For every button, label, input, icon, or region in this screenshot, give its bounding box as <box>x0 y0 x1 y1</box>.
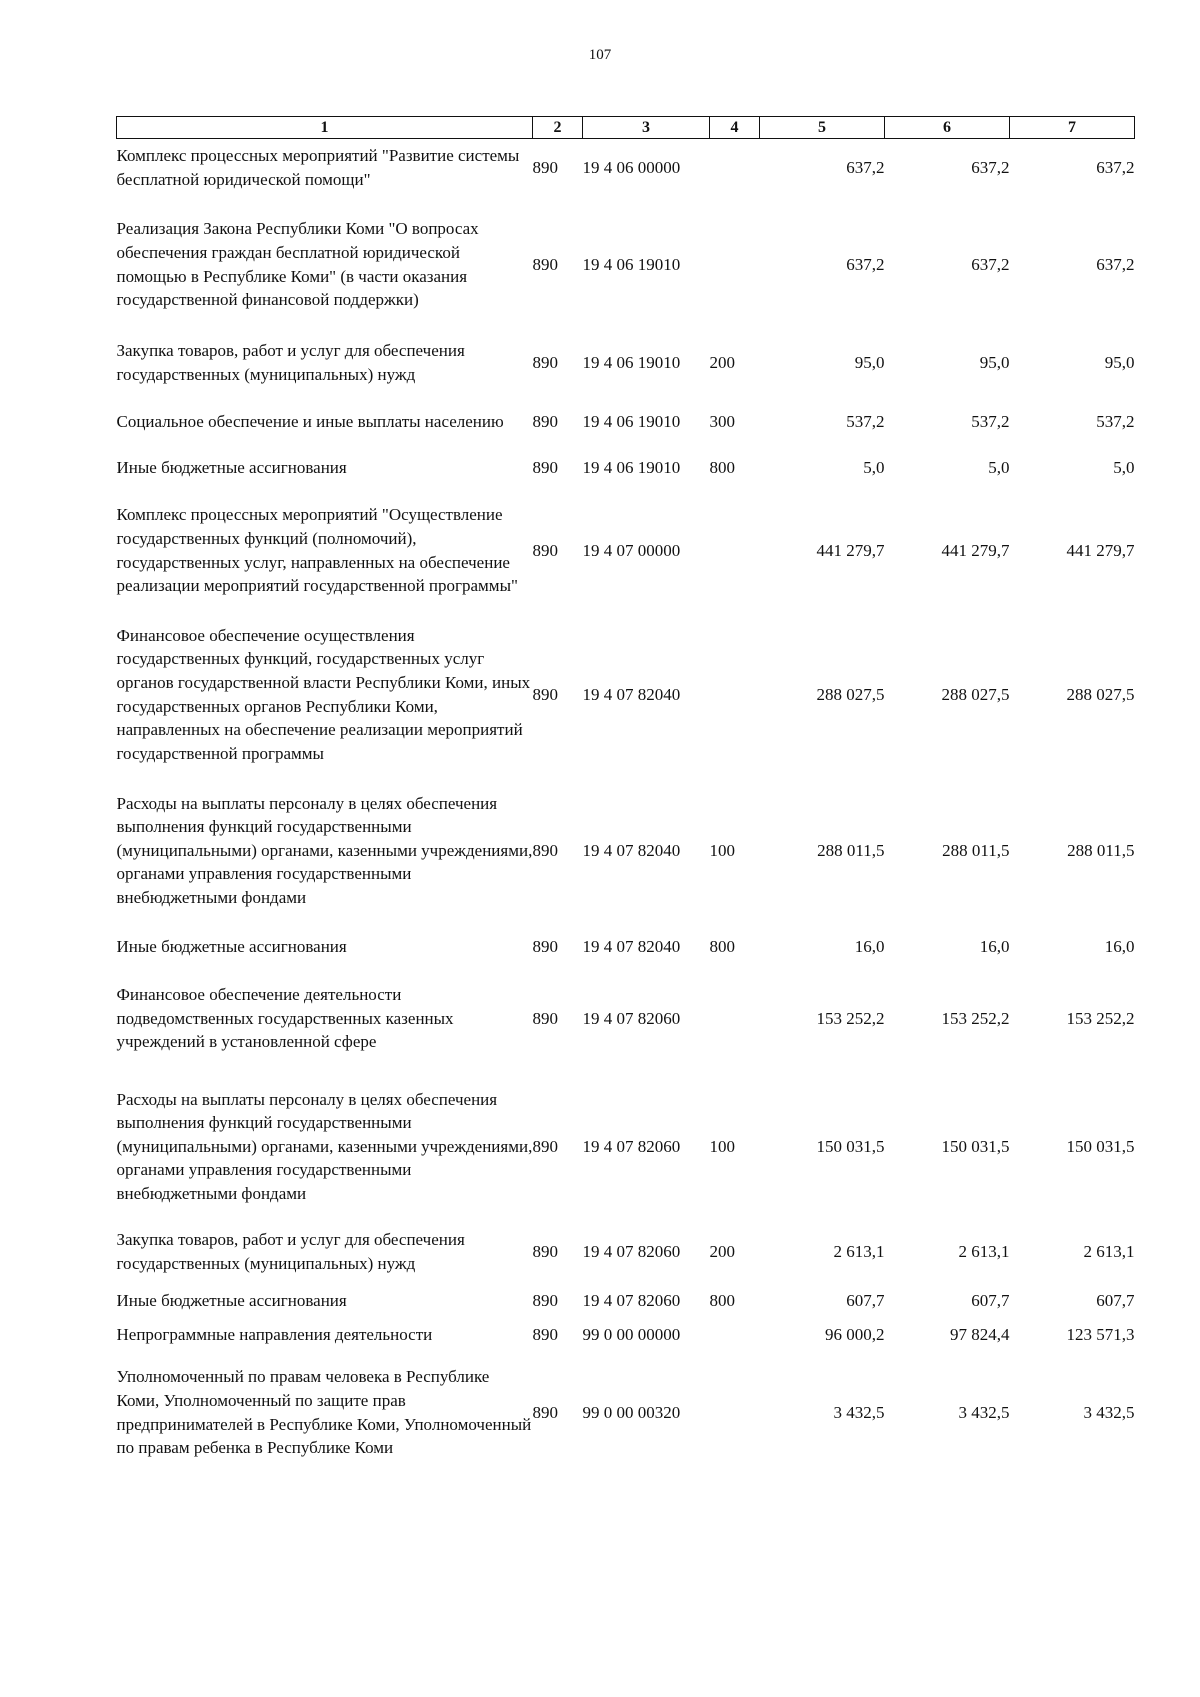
row-ved: 890 <box>532 1324 558 1344</box>
row-csr: 19 4 07 00000 <box>582 540 681 560</box>
row-value-7: 637,2 <box>1096 254 1135 274</box>
column-header-2: 2 <box>533 117 583 139</box>
row-vr: 100 <box>709 840 735 860</box>
table-row <box>117 393 1135 451</box>
row-name: Финансовое обеспечение осуществления государственных функций, государственных услуг органов государственной власти Республики Коми, иных государственных органов Республики Коми, направленных на обеспечение реализации мероприятий государственной программы <box>116 625 531 763</box>
row-value-6: 153 252,2 <box>941 1008 1010 1028</box>
row-name: Иные бюджетные ассигнования <box>116 1290 347 1310</box>
row-vr <box>710 1319 760 1351</box>
row-ved: 890 <box>532 840 558 860</box>
table-row <box>117 1351 1135 1475</box>
row-ved: 890 <box>532 457 558 477</box>
row-value-5: 288 011,5 <box>817 840 885 860</box>
row-value-7: 95,0 <box>1104 352 1135 372</box>
row-value-6: 97 824,4 <box>950 1324 1010 1344</box>
row-name: Социальное обеспечение и иные выплаты населению <box>116 411 504 431</box>
header-row <box>117 117 1135 139</box>
row-vr: 300 <box>709 411 735 431</box>
row-value-6: 288 011,5 <box>942 840 1010 860</box>
table-row <box>117 139 1135 197</box>
row-value-6: 3 432,5 <box>958 1402 1010 1422</box>
row-value-5: 16,0 <box>854 936 885 956</box>
row-vr: 800 <box>709 936 735 956</box>
row-name: Комплекс процессных мероприятий "Развитие системы бесплатной юридической помощи" <box>116 146 520 189</box>
row-csr: 19 4 06 19010 <box>582 352 681 372</box>
row-ved: 890 <box>532 254 558 274</box>
row-vr <box>710 617 760 773</box>
row-csr: 19 4 07 82060 <box>582 1008 681 1028</box>
row-value-7: 288 027,5 <box>1066 684 1135 704</box>
row-ved: 890 <box>532 1241 558 1261</box>
row-vr <box>710 965 760 1073</box>
row-value-7: 150 031,5 <box>1066 1136 1135 1156</box>
row-vr <box>710 485 760 617</box>
row-name: Иные бюджетные ассигнования <box>116 936 347 956</box>
row-value-5: 637,2 <box>846 254 885 274</box>
row-ved: 890 <box>532 352 558 372</box>
table-row <box>117 451 1135 485</box>
row-vr: 100 <box>709 1136 735 1156</box>
row-name: Реализация Закона Республики Коми "О вопросах обеспечения граждан бесплатной юридической помощью в Республике Коми" (в части оказания государственной финансовой поддержки) <box>116 219 479 310</box>
table-row <box>117 485 1135 617</box>
row-name: Уполномоченный по правам человека в Республике Коми, Уполномоченный по защите прав предпринимателей в Республике Коми, Уполномоченный по правам ребенка в Республике Коми <box>116 1367 532 1458</box>
row-csr: 19 4 07 82060 <box>582 1241 681 1261</box>
row-csr: 19 4 07 82060 <box>582 1290 681 1310</box>
row-value-7: 16,0 <box>1104 936 1135 956</box>
row-value-7: 153 252,2 <box>1066 1008 1135 1028</box>
row-value-6: 95,0 <box>979 352 1010 372</box>
row-ved: 890 <box>532 684 558 704</box>
table-row <box>117 965 1135 1073</box>
row-name: Иные бюджетные ассигнования <box>116 457 347 477</box>
row-value-7: 288 011,5 <box>1067 840 1135 860</box>
row-value-7: 2 613,1 <box>1083 1241 1135 1261</box>
row-name: Расходы на выплаты персоналу в целях обеспечения выполнения функций государственными (муниципальными) органами, казенными учреждениями, органами управления государственными внебюджетными фондами <box>116 793 533 907</box>
row-value-6: 441 279,7 <box>941 540 1010 560</box>
row-value-5: 441 279,7 <box>816 540 885 560</box>
column-header-1: 1 <box>117 117 533 139</box>
row-value-6: 2 613,1 <box>958 1241 1010 1261</box>
row-value-5: 537,2 <box>846 411 885 431</box>
row-value-5: 5,0 <box>863 457 885 477</box>
table-row <box>117 197 1135 333</box>
row-value-6: 16,0 <box>979 936 1010 956</box>
page-number: 107 <box>588 47 612 63</box>
table-row <box>117 1319 1135 1351</box>
row-value-6: 537,2 <box>971 411 1010 431</box>
column-header-4: 4 <box>710 117 760 139</box>
row-value-7: 607,7 <box>1096 1290 1135 1310</box>
row-value-5: 3 432,5 <box>833 1402 885 1422</box>
row-ved: 890 <box>532 411 558 431</box>
row-value-7: 441 279,7 <box>1066 540 1135 560</box>
row-vr: 800 <box>709 457 735 477</box>
table-row <box>117 333 1135 393</box>
row-vr <box>710 139 760 197</box>
table-row <box>117 1221 1135 1283</box>
row-csr: 19 4 06 19010 <box>582 254 681 274</box>
row-value-7: 5,0 <box>1113 457 1135 477</box>
row-value-7: 123 571,3 <box>1066 1324 1135 1344</box>
row-ved: 890 <box>532 1008 558 1028</box>
row-ved: 890 <box>532 1136 558 1156</box>
row-name: Расходы на выплаты персоналу в целях обеспечения выполнения функций государственными (муниципальными) органами, казенными учреждениями, органами управления государственными внебюджетными фондами <box>116 1089 533 1203</box>
row-value-7: 3 432,5 <box>1083 1402 1135 1422</box>
budget-table <box>116 116 1135 1475</box>
row-vr: 800 <box>709 1290 735 1310</box>
row-csr: 19 4 06 19010 <box>582 411 681 431</box>
row-value-5: 150 031,5 <box>816 1136 885 1156</box>
row-value-6: 637,2 <box>971 157 1010 177</box>
row-value-7: 637,2 <box>1096 157 1135 177</box>
row-vr <box>710 1351 760 1475</box>
row-vr: 200 <box>709 1241 735 1261</box>
row-ved: 890 <box>532 1402 558 1422</box>
row-name: Закупка товаров, работ и услуг для обеспечения государственных (муниципальных) нужд <box>116 1229 465 1273</box>
column-header-5: 5 <box>760 117 885 139</box>
row-csr: 19 4 06 00000 <box>582 157 681 177</box>
row-value-5: 95,0 <box>854 352 885 372</box>
row-value-7: 537,2 <box>1096 411 1135 431</box>
row-csr: 99 0 00 00320 <box>582 1402 681 1422</box>
row-csr: 19 4 06 19010 <box>582 457 681 477</box>
row-csr: 19 4 07 82040 <box>582 936 681 956</box>
row-value-5: 607,7 <box>846 1290 885 1310</box>
row-csr: 19 4 07 82040 <box>582 840 681 860</box>
row-name: Непрограммные направления деятельности <box>116 1324 433 1344</box>
row-csr: 19 4 07 82040 <box>582 684 681 704</box>
row-ved: 890 <box>532 540 558 560</box>
row-value-6: 637,2 <box>971 254 1010 274</box>
column-header-6: 6 <box>885 117 1010 139</box>
table-row <box>117 617 1135 773</box>
row-csr: 19 4 07 82060 <box>582 1136 681 1156</box>
column-header-7: 7 <box>1010 117 1135 139</box>
row-ved: 890 <box>532 936 558 956</box>
row-value-6: 607,7 <box>971 1290 1010 1310</box>
row-vr: 200 <box>709 352 735 372</box>
row-csr: 99 0 00 00000 <box>582 1324 681 1344</box>
table-row <box>117 1283 1135 1319</box>
row-name: Комплекс процессных мероприятий "Осуществление государственных функций (полномочий), государственных услуг, направленных на обеспечение реализации мероприятий государственной программы" <box>116 505 518 596</box>
row-value-5: 2 613,1 <box>833 1241 885 1261</box>
table-row <box>117 1073 1135 1221</box>
row-name: Финансовое обеспечение деятельности подведомственных государственных казенных учреждений в установленной сфере <box>116 985 454 1052</box>
column-header-3: 3 <box>583 117 710 139</box>
row-vr <box>710 197 760 333</box>
row-value-5: 637,2 <box>846 157 885 177</box>
row-value-6: 5,0 <box>988 457 1010 477</box>
row-value-6: 150 031,5 <box>941 1136 1010 1156</box>
row-ved: 890 <box>532 157 558 177</box>
row-value-6: 288 027,5 <box>941 684 1010 704</box>
row-ved: 890 <box>532 1290 558 1310</box>
row-value-5: 96 000,2 <box>825 1324 885 1344</box>
table-row <box>117 929 1135 965</box>
row-name: Закупка товаров, работ и услуг для обеспечения государственных (муниципальных) нужд <box>116 340 465 384</box>
row-value-5: 153 252,2 <box>816 1008 885 1028</box>
row-value-5: 288 027,5 <box>816 684 885 704</box>
table-row <box>117 773 1135 929</box>
